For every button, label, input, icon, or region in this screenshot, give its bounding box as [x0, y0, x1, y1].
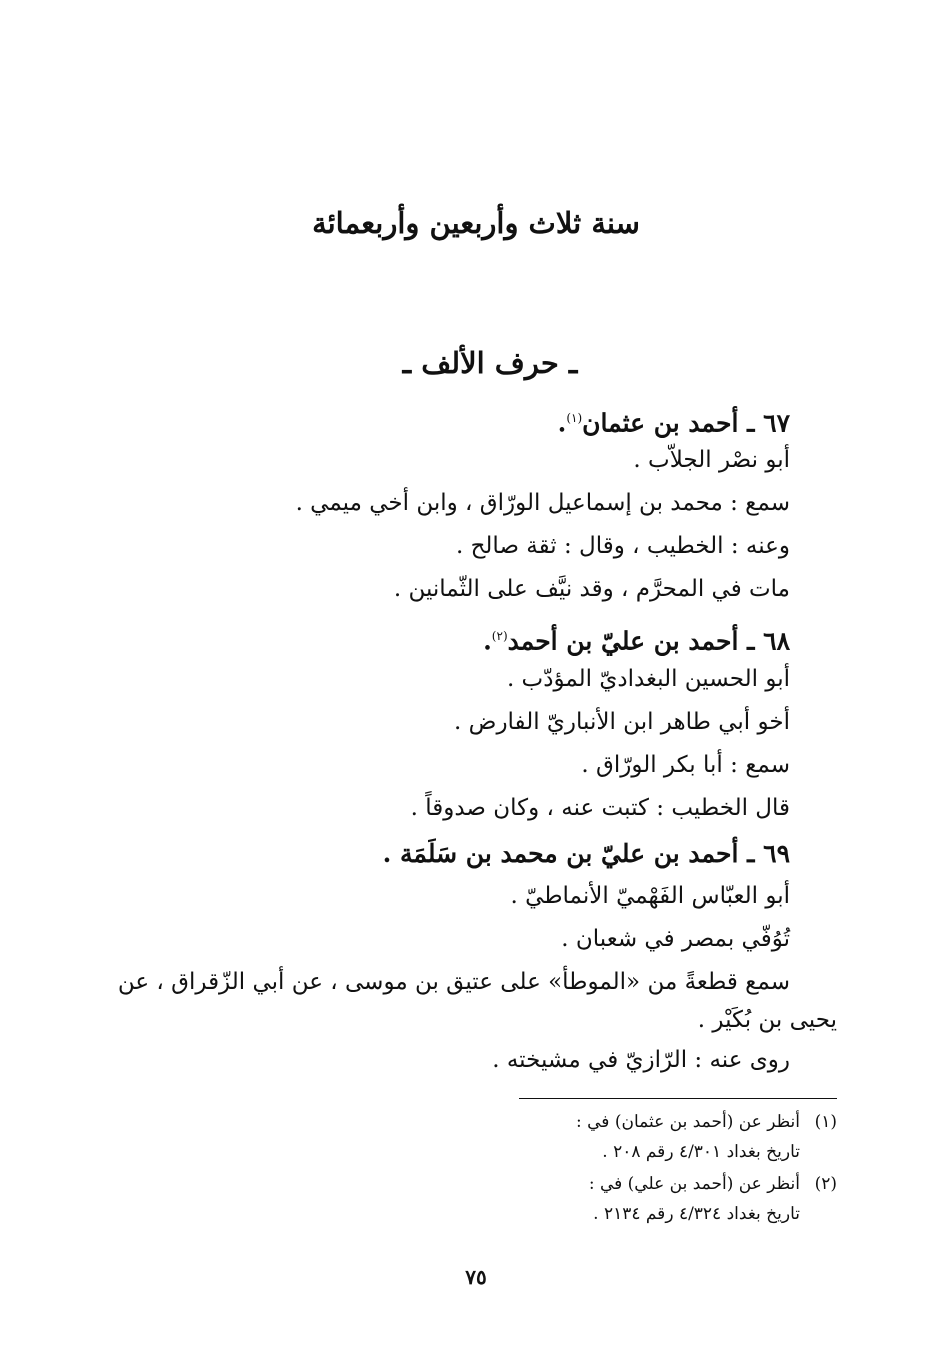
entry-68-line: أبو الحسين البغداديّ المؤدّب . [506, 666, 790, 692]
entry-67-line: وعنه : الخطيب ، وقال : ثقة صالح . [455, 533, 790, 559]
entry-69-line: روى عنه : الرّازيّ في مشيخته . [492, 1047, 790, 1073]
year-heading: سنة ثلاث وأربعين وأربعمائة [312, 206, 640, 240]
entry-69-line: سمع قطعةً من «الموطأ» على عتيق بن موسى ، عن أبي الزّقراق ، عن [117, 969, 790, 995]
entry-67-line: أبو نصْر الجلاّب . [633, 447, 790, 473]
page-number: ٧٥ [465, 1265, 487, 1289]
footnote-2-source: تاريخ بغداد ٤/٣٢٤ رقم ٢١٣٤ . [593, 1204, 800, 1224]
entry-67-heading: ٦٧ ـ أحمد بن عثمان$^{(١)}$. [557, 408, 790, 438]
entry-68-line: أخو أبي طاهر ابن الأنباريّ الفارض . [454, 709, 790, 735]
footnote-1 [576, 1110, 837, 1134]
entry-67-line: مات في المحرَّم ، وقد نيَّف على الثّمانين . [393, 576, 790, 602]
section-heading: ـ حرف الألف ـ [402, 346, 578, 380]
footnote-1-source: تاريخ بغداد ٤/٣٠١ رقم ٢٠٨ . [602, 1142, 800, 1162]
footnote-divider [519, 1098, 837, 1099]
entry-69-line: تُوُفّي بمصر في شعبان . [561, 926, 790, 952]
footnote-text: أنظر عن (أحمد بن عثمان) في : [576, 1112, 800, 1132]
footnote-2 [589, 1172, 837, 1196]
footnote-number: (٢) [814, 1174, 837, 1194]
entry-68-heading: ٦٨ ـ أحمد بن عليّ بن أحمد$^{(٢)}$. [483, 626, 790, 656]
entry-68-line: قال الخطيب : كتبت عنه ، وكان صدوقاً . [410, 795, 790, 821]
entry-68-line: سمع : أبا بكر الورّاق . [581, 752, 790, 778]
footnote-ref-2[interactable]: (٢) [491, 629, 508, 643]
footnote-number: (١) [814, 1112, 837, 1132]
footnote-ref-1[interactable]: (١) [566, 411, 583, 425]
entry-69-line: يحيى بن بُكَيْر . [697, 1007, 837, 1033]
entry-69-heading: ٦٩ ـ أحمد بن عليّ بن محمد بن سَلَمَة . [382, 839, 790, 868]
entry-69-line: أبو العبّاس الفَهْميّ الأنماطيّ . [510, 883, 790, 909]
footnote-text: أنظر عن (أحمد بن علي) في : [588, 1174, 800, 1194]
entry-67-line: سمع : محمد بن إسماعيل الورّاق ، وابن أخي ميمي . [295, 490, 790, 516]
